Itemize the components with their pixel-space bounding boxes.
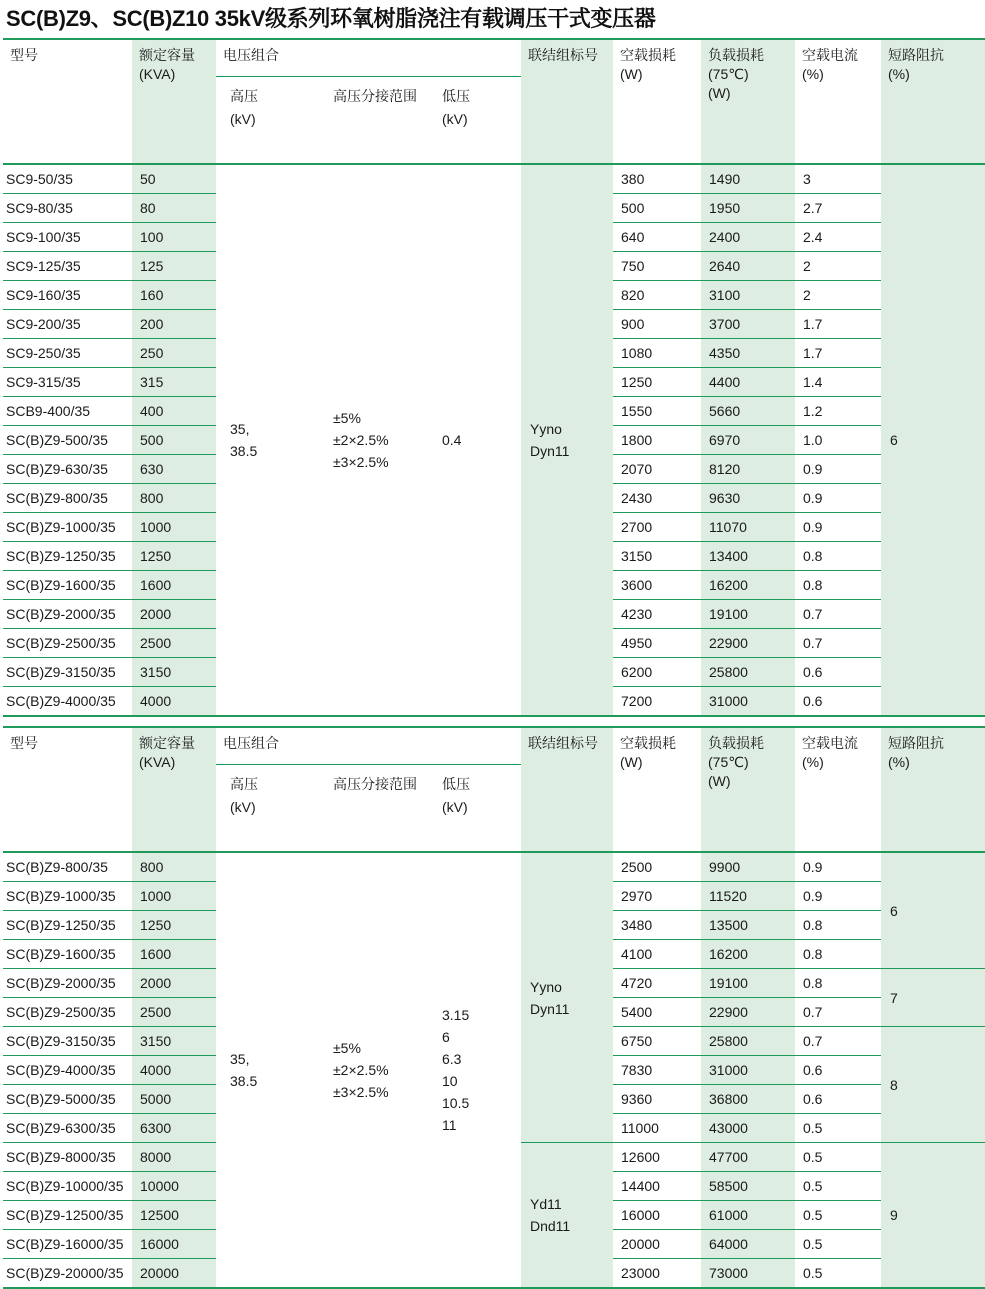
capacity-cell: 250	[132, 339, 216, 368]
load-loss-cell: 5660	[701, 397, 795, 426]
model-cell: SC(B)Z9-800/35	[3, 484, 132, 513]
hv-cell	[216, 164, 319, 716]
lv-cell-line: 6.3	[442, 1051, 462, 1067]
header-hv-line: 高压	[230, 776, 258, 792]
header-tap-range	[319, 77, 428, 165]
header-load-loss-line: 负载损耗	[708, 47, 764, 63]
impedance-cell: 7	[881, 969, 985, 1027]
lv-cell	[428, 164, 521, 716]
load-loss-cell: 4350	[701, 339, 795, 368]
header-voltage-combo	[216, 39, 521, 77]
load-loss-cell: 73000	[701, 1259, 795, 1289]
spec-table-1	[3, 38, 985, 717]
model-cell: SCB9-400/35	[3, 397, 132, 426]
load-loss-cell: 19100	[701, 600, 795, 629]
no-load-loss-cell: 3600	[613, 571, 701, 600]
capacity-cell: 1600	[132, 940, 216, 969]
header-lv	[428, 77, 521, 165]
no-load-current-cell: 2.4	[795, 223, 881, 252]
no-load-current-cell: 1.2	[795, 397, 881, 426]
header-no-load-current	[795, 727, 881, 852]
no-load-current-cell: 2	[795, 281, 881, 310]
no-load-loss-cell: 5400	[613, 998, 701, 1027]
capacity-cell: 100	[132, 223, 216, 252]
header-hv	[216, 77, 319, 165]
header-capacity-line: 额定容量	[139, 47, 195, 63]
impedance-cell: 8	[881, 1027, 985, 1143]
header-load-loss	[701, 727, 795, 852]
model-cell: SC(B)Z9-1600/35	[3, 571, 132, 600]
no-load-loss-cell: 2070	[613, 455, 701, 484]
model-cell: SC9-315/35	[3, 368, 132, 397]
lv-cell-line: 3.15	[442, 1007, 470, 1023]
header-no-load-loss-line: 空载损耗	[620, 735, 676, 751]
no-load-current-cell: 0.7	[795, 998, 881, 1027]
lv-cell-line: 11	[442, 1117, 457, 1133]
impedance-cell: 6	[881, 852, 985, 969]
no-load-loss-cell: 2700	[613, 513, 701, 542]
header-load-loss-line: (75℃)	[708, 754, 749, 770]
capacity-cell: 125	[132, 252, 216, 281]
no-load-loss-cell: 4950	[613, 629, 701, 658]
header-row	[3, 727, 985, 765]
header-no-load-loss	[613, 39, 701, 164]
impedance-cell: 6	[881, 164, 985, 716]
no-load-current-cell: 0.9	[795, 882, 881, 911]
no-load-loss-cell: 9360	[613, 1085, 701, 1114]
model-cell: SC9-250/35	[3, 339, 132, 368]
header-load-loss-line: (W)	[708, 773, 731, 789]
no-load-current-cell: 0.9	[795, 852, 881, 882]
load-loss-cell: 11520	[701, 882, 795, 911]
model-cell: SC9-200/35	[3, 310, 132, 339]
capacity-cell: 2000	[132, 600, 216, 629]
model-cell: SC9-50/35	[3, 164, 132, 194]
no-load-current-cell: 0.8	[795, 940, 881, 969]
load-loss-cell: 22900	[701, 629, 795, 658]
capacity-cell: 2500	[132, 998, 216, 1027]
model-cell: SC(B)Z9-2000/35	[3, 600, 132, 629]
model-cell: SC(B)Z9-1250/35	[3, 542, 132, 571]
header-voltage-combo-line: 电压组合	[223, 47, 279, 63]
header-vector-group	[521, 727, 613, 852]
no-load-loss-cell: 2970	[613, 882, 701, 911]
model-cell: SC(B)Z9-500/35	[3, 426, 132, 455]
load-loss-cell: 1490	[701, 164, 795, 194]
lv-cell-line: 6	[442, 1029, 450, 1045]
no-load-current-cell: 1.7	[795, 310, 881, 339]
header-hv-line: (kV)	[230, 111, 256, 127]
no-load-loss-cell: 11000	[613, 1114, 701, 1143]
header-lv-line: (kV)	[442, 111, 468, 127]
load-loss-cell: 16200	[701, 940, 795, 969]
load-loss-cell: 1950	[701, 194, 795, 223]
no-load-current-cell: 0.6	[795, 658, 881, 687]
no-load-current-cell: 0.8	[795, 542, 881, 571]
no-load-current-cell: 2	[795, 252, 881, 281]
header-vector-group	[521, 39, 613, 164]
vector-group-cell	[521, 1143, 613, 1289]
model-cell: SC9-100/35	[3, 223, 132, 252]
header-no-load-loss	[613, 727, 701, 852]
vector-group-cell	[521, 852, 613, 1143]
capacity-cell: 12500	[132, 1201, 216, 1230]
tap-range-cell-line: ±2×2.5%	[333, 432, 389, 448]
capacity-cell: 2500	[132, 629, 216, 658]
header-tap-range-line: 高压分接范围	[333, 776, 417, 792]
header-no-load-loss-line: 空载损耗	[620, 47, 676, 63]
no-load-loss-cell: 6750	[613, 1027, 701, 1056]
header-row	[3, 39, 985, 77]
lv-cell-line: 10.5	[442, 1095, 470, 1111]
header-capacity-line: (KVA)	[139, 754, 176, 770]
model-cell: SC(B)Z9-1600/35	[3, 940, 132, 969]
load-loss-cell: 3100	[701, 281, 795, 310]
model-cell: SC(B)Z9-4000/35	[3, 1056, 132, 1085]
load-loss-cell: 47700	[701, 1143, 795, 1172]
model-cell: SC(B)Z9-3150/35	[3, 658, 132, 687]
capacity-cell: 16000	[132, 1230, 216, 1259]
header-load-loss-line: (W)	[708, 85, 731, 101]
header-lv-line: 低压	[442, 776, 470, 792]
spec-table-2	[3, 726, 985, 1289]
header-lv	[428, 765, 521, 853]
vector-group-line: Dyn11	[530, 1000, 570, 1017]
vector-group-cell	[521, 164, 613, 716]
load-loss-cell: 31000	[701, 687, 795, 717]
vector-group-line: Yd11	[530, 1196, 562, 1212]
capacity-cell: 800	[132, 484, 216, 513]
no-load-current-cell: 0.5	[795, 1143, 881, 1172]
capacity-cell: 50	[132, 164, 216, 194]
load-loss-cell: 2640	[701, 252, 795, 281]
header-vector-group-line: 联结组标号	[528, 735, 598, 751]
load-loss-cell: 13500	[701, 911, 795, 940]
no-load-current-cell: 1.0	[795, 426, 881, 455]
lv-cell-line: 10	[442, 1073, 458, 1089]
no-load-current-cell: 0.6	[795, 1085, 881, 1114]
no-load-loss-cell: 23000	[613, 1259, 701, 1289]
load-loss-cell: 31000	[701, 1056, 795, 1085]
header-model	[3, 727, 132, 852]
capacity-cell: 6300	[132, 1114, 216, 1143]
model-cell: SC(B)Z9-20000/35	[3, 1259, 132, 1289]
load-loss-cell: 43000	[701, 1114, 795, 1143]
header-load-loss-line: 负载损耗	[708, 735, 764, 751]
header-model	[3, 39, 132, 164]
capacity-cell: 3150	[132, 658, 216, 687]
no-load-current-cell: 0.8	[795, 969, 881, 998]
header-load-loss	[701, 39, 795, 164]
no-load-current-cell: 0.6	[795, 1056, 881, 1085]
hv-cell-line: 35,	[230, 1051, 250, 1067]
capacity-cell: 10000	[132, 1172, 216, 1201]
model-cell: SC(B)Z9-1000/35	[3, 513, 132, 542]
capacity-cell: 630	[132, 455, 216, 484]
no-load-current-cell: 0.7	[795, 1027, 881, 1056]
no-load-current-cell: 0.5	[795, 1230, 881, 1259]
load-loss-cell: 13400	[701, 542, 795, 571]
load-loss-cell: 16200	[701, 571, 795, 600]
no-load-loss-cell: 380	[613, 164, 701, 194]
capacity-cell: 500	[132, 426, 216, 455]
no-load-loss-cell: 2430	[613, 484, 701, 513]
no-load-loss-cell: 4100	[613, 940, 701, 969]
no-load-current-cell: 3	[795, 164, 881, 194]
header-no-load-current-line: (%)	[802, 66, 824, 82]
tap-range-cell	[319, 164, 428, 716]
model-cell: SC(B)Z9-6300/35	[3, 1114, 132, 1143]
no-load-current-cell: 0.7	[795, 600, 881, 629]
no-load-loss-cell: 20000	[613, 1230, 701, 1259]
model-cell: SC(B)Z9-8000/35	[3, 1143, 132, 1172]
capacity-cell: 160	[132, 281, 216, 310]
no-load-loss-cell: 4720	[613, 969, 701, 998]
table-row	[3, 164, 985, 194]
header-hv	[216, 765, 319, 853]
no-load-current-cell: 0.9	[795, 484, 881, 513]
load-loss-cell: 25800	[701, 1027, 795, 1056]
header-capacity-line: 额定容量	[139, 735, 195, 751]
vector-group-line: Dyn11	[530, 443, 570, 459]
hv-cell-line: 35,	[230, 421, 250, 437]
load-loss-cell: 9630	[701, 484, 795, 513]
no-load-current-cell: 1.7	[795, 339, 881, 368]
model-cell: SC(B)Z9-2500/35	[3, 629, 132, 658]
capacity-cell: 400	[132, 397, 216, 426]
no-load-current-cell: 0.7	[795, 629, 881, 658]
load-loss-cell: 19100	[701, 969, 795, 998]
model-cell: SC(B)Z9-800/35	[3, 852, 132, 882]
capacity-cell: 4000	[132, 1056, 216, 1085]
no-load-loss-cell: 500	[613, 194, 701, 223]
capacity-cell: 1600	[132, 571, 216, 600]
header-impedance-line: 短路阻抗	[888, 47, 944, 63]
model-cell: SC9-160/35	[3, 281, 132, 310]
model-cell: SC(B)Z9-10000/35	[3, 1172, 132, 1201]
no-load-loss-cell: 2500	[613, 852, 701, 882]
model-cell: SC(B)Z9-630/35	[3, 455, 132, 484]
no-load-loss-cell: 900	[613, 310, 701, 339]
no-load-loss-cell: 12600	[613, 1143, 701, 1172]
capacity-cell: 800	[132, 852, 216, 882]
model-cell: SC(B)Z9-1000/35	[3, 882, 132, 911]
header-load-loss-line: (75℃)	[708, 66, 749, 82]
model-cell: SC(B)Z9-5000/35	[3, 1085, 132, 1114]
header-no-load-current-line: 空载电流	[802, 47, 858, 63]
header-impedance	[881, 727, 985, 852]
header-model-line: 型号	[10, 47, 38, 63]
capacity-cell: 2000	[132, 969, 216, 998]
model-cell: SC(B)Z9-4000/35	[3, 687, 132, 717]
header-model-line: 型号	[10, 735, 38, 751]
model-cell: SC9-80/35	[3, 194, 132, 223]
header-lv-line: 低压	[442, 88, 470, 104]
model-cell: SC(B)Z9-2500/35	[3, 998, 132, 1027]
no-load-loss-cell: 4230	[613, 600, 701, 629]
capacity-cell: 20000	[132, 1259, 216, 1289]
header-impedance-line: (%)	[888, 66, 910, 82]
header-impedance-line: 短路阻抗	[888, 735, 944, 751]
no-load-loss-cell: 6200	[613, 658, 701, 687]
no-load-current-cell: 0.9	[795, 455, 881, 484]
model-cell: SC(B)Z9-12500/35	[3, 1201, 132, 1230]
no-load-loss-cell: 16000	[613, 1201, 701, 1230]
capacity-cell: 200	[132, 310, 216, 339]
page-title: SC(B)Z9、SC(B)Z10 35kV级系列环氧树脂浇注有载调压干式变压器	[6, 6, 656, 31]
no-load-loss-cell: 1250	[613, 368, 701, 397]
header-capacity-line: (KVA)	[139, 66, 176, 82]
load-loss-cell: 9900	[701, 852, 795, 882]
impedance-cell: 9	[881, 1143, 985, 1289]
header-voltage-combo	[216, 727, 521, 765]
load-loss-cell: 61000	[701, 1201, 795, 1230]
header-capacity	[132, 39, 216, 164]
no-load-current-cell: 0.5	[795, 1259, 881, 1289]
load-loss-cell: 11070	[701, 513, 795, 542]
header-lv-line: (kV)	[442, 799, 468, 815]
load-loss-cell: 58500	[701, 1172, 795, 1201]
no-load-loss-cell: 14400	[613, 1172, 701, 1201]
vector-group-line: Yyno	[530, 978, 562, 995]
no-load-current-cell: 0.5	[795, 1172, 881, 1201]
capacity-cell: 3150	[132, 1027, 216, 1056]
no-load-loss-cell: 7200	[613, 687, 701, 717]
no-load-loss-cell: 820	[613, 281, 701, 310]
no-load-loss-cell: 1800	[613, 426, 701, 455]
header-hv-line: (kV)	[230, 799, 256, 815]
capacity-cell: 5000	[132, 1085, 216, 1114]
no-load-loss-cell: 3480	[613, 911, 701, 940]
load-loss-cell: 8120	[701, 455, 795, 484]
no-load-current-cell: 0.8	[795, 911, 881, 940]
header-capacity	[132, 727, 216, 852]
header-no-load-loss-line: (W)	[620, 66, 643, 82]
header-no-load-current-line: 空载电流	[802, 735, 858, 751]
table-row	[3, 852, 985, 882]
tap-range-cell-line: ±5%	[333, 410, 361, 426]
load-loss-cell: 22900	[701, 998, 795, 1027]
no-load-current-cell: 0.5	[795, 1114, 881, 1143]
load-loss-cell: 64000	[701, 1230, 795, 1259]
tap-range-cell	[319, 852, 428, 1288]
no-load-current-cell: 0.9	[795, 513, 881, 542]
load-loss-cell: 3700	[701, 310, 795, 339]
tap-range-cell-line: ±3×2.5%	[333, 1084, 389, 1100]
vector-group-line: Dnd11	[530, 1218, 571, 1234]
lv-cell-line: 0.4	[442, 432, 462, 448]
capacity-cell: 1250	[132, 542, 216, 571]
header-tap-range	[319, 765, 428, 853]
header-impedance-line: (%)	[888, 754, 910, 770]
hv-cell-line: 38.5	[230, 1073, 258, 1089]
tap-range-cell-line: ±5%	[333, 1040, 361, 1056]
model-cell: SC(B)Z9-3150/35	[3, 1027, 132, 1056]
load-loss-cell: 25800	[701, 658, 795, 687]
no-load-loss-cell: 1550	[613, 397, 701, 426]
load-loss-cell: 6970	[701, 426, 795, 455]
header-voltage-combo-line: 电压组合	[223, 735, 279, 751]
tap-range-cell-line: ±3×2.5%	[333, 454, 389, 470]
header-impedance	[881, 39, 985, 164]
model-cell: SC(B)Z9-16000/35	[3, 1230, 132, 1259]
hv-cell-line: 38.5	[230, 443, 258, 459]
tap-range-cell-line: ±2×2.5%	[333, 1062, 389, 1078]
load-loss-cell: 4400	[701, 368, 795, 397]
no-load-current-cell: 0.8	[795, 571, 881, 600]
model-cell: SC(B)Z9-2000/35	[3, 969, 132, 998]
lv-cell	[428, 852, 521, 1288]
no-load-current-cell: 0.5	[795, 1201, 881, 1230]
vector-group-line: Yyno	[530, 421, 562, 437]
capacity-cell: 1000	[132, 882, 216, 911]
load-loss-cell: 36800	[701, 1085, 795, 1114]
no-load-loss-cell: 640	[613, 223, 701, 252]
no-load-current-cell: 1.4	[795, 368, 881, 397]
header-vector-group-line: 联结组标号	[528, 47, 598, 63]
header-no-load-loss-line: (W)	[620, 754, 643, 770]
capacity-cell: 80	[132, 194, 216, 223]
no-load-loss-cell: 3150	[613, 542, 701, 571]
header-no-load-current	[795, 39, 881, 164]
hv-cell	[216, 852, 319, 1288]
header-no-load-current-line: (%)	[802, 754, 824, 770]
model-cell: SC(B)Z9-1250/35	[3, 911, 132, 940]
header-hv-line: 高压	[230, 88, 258, 104]
model-cell: SC9-125/35	[3, 252, 132, 281]
capacity-cell: 1000	[132, 513, 216, 542]
header-tap-range-line: 高压分接范围	[333, 88, 417, 104]
load-loss-cell: 2400	[701, 223, 795, 252]
capacity-cell: 4000	[132, 687, 216, 717]
no-load-loss-cell: 1080	[613, 339, 701, 368]
no-load-current-cell: 2.7	[795, 194, 881, 223]
capacity-cell: 315	[132, 368, 216, 397]
capacity-cell: 1250	[132, 911, 216, 940]
capacity-cell: 8000	[132, 1143, 216, 1172]
no-load-loss-cell: 750	[613, 252, 701, 281]
no-load-loss-cell: 7830	[613, 1056, 701, 1085]
no-load-current-cell: 0.6	[795, 687, 881, 717]
